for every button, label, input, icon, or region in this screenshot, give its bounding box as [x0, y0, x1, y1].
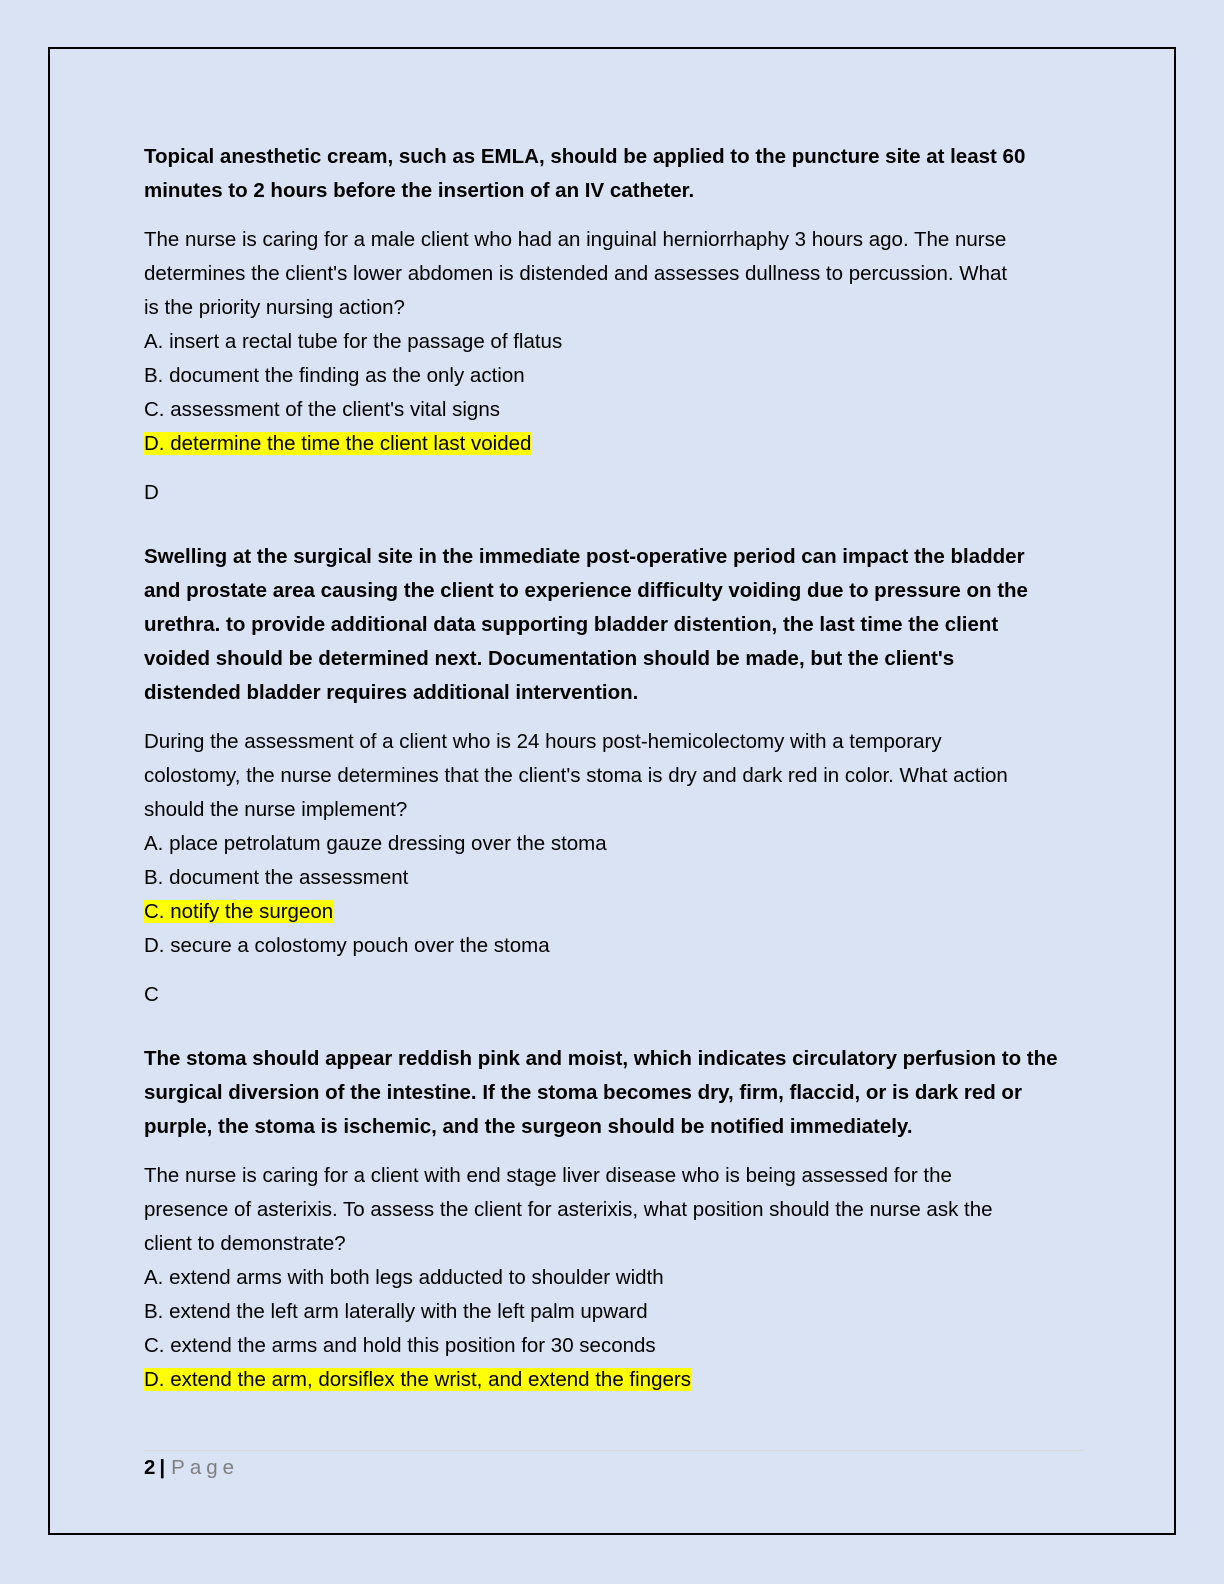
answer-option-correct: [144, 1363, 1084, 1397]
page-number: 2: [144, 1456, 156, 1479]
text-line: urethra. to provide additional data supporting bladder distention, the last time the client: [144, 613, 999, 636]
highlighted-option-text: D. determine the time the client last voided: [144, 432, 532, 455]
answer-option-correct: [144, 895, 1084, 929]
question-line: The nurse is caring for a client with end stage liver disease who is being assessed for the: [144, 1164, 952, 1187]
text-line: purple, the stoma is ischemic, and the surgeon should be notified immediately.: [144, 1115, 913, 1138]
document-body: [144, 140, 1084, 1397]
text-line: voided should be determined next. Documentation should be made, but the client's: [144, 647, 955, 670]
answer-letter: D: [144, 481, 159, 504]
option-text: A. extend arms with both legs adducted to shoulder width: [144, 1266, 664, 1289]
question-line: The nurse is caring for a male client who had an inguinal herniorrhaphy 3 hours ago. The nurse: [144, 228, 1007, 251]
option-text: A. insert a rectal tube for the passage of flatus: [144, 330, 563, 353]
rationale-paragraph: [144, 140, 1084, 208]
question-line: should the nurse implement?: [144, 798, 408, 821]
answer-option: [144, 861, 1084, 895]
text-line: distended bladder requires additional intervention.: [144, 681, 639, 704]
answer-option: [144, 827, 1084, 861]
option-text: A. place petrolatum gauze dressing over the stoma: [144, 832, 607, 855]
footer-separator: |: [159, 1456, 166, 1479]
text-line: The stoma should appear reddish pink and moist, which indicates circulatory perfusion to the: [144, 1047, 1058, 1070]
question-line: presence of asterixis. To assess the client for asterixis, what position should the nurse ask the: [144, 1198, 993, 1221]
question-line: is the priority nursing action?: [144, 296, 405, 319]
question-line: determines the client's lower abdomen is distended and assesses dullness to percussion. What: [144, 262, 1008, 285]
option-text: D. secure a colostomy pouch over the stoma: [144, 934, 550, 957]
answer-option: [144, 929, 1084, 963]
answer-option: [144, 1261, 1084, 1295]
question-block: [144, 725, 1084, 1012]
highlighted-option-text: C. notify the surgeon: [144, 900, 334, 923]
footer-divider: [144, 1450, 1084, 1451]
answer-option: [144, 1329, 1084, 1363]
option-text: B. extend the left arm laterally with the left palm upward: [144, 1300, 648, 1323]
answer-option: [144, 1295, 1084, 1329]
text-line: minutes to 2 hours before the insertion of an IV catheter.: [144, 179, 695, 202]
question-block: [144, 1159, 1084, 1397]
text-line: Topical anesthetic cream, such as EMLA, should be applied to the puncture site at least 60: [144, 145, 1026, 168]
question-line: During the assessment of a client who is 24 hours post-hemicolectomy with a temporary: [144, 730, 942, 753]
answer-letter: C: [144, 983, 159, 1006]
rationale-paragraph: [144, 1042, 1084, 1144]
answer-option: [144, 393, 1084, 427]
option-text: C. extend the arms and hold this position for 30 seconds: [144, 1334, 656, 1357]
question-line: client to demonstrate?: [144, 1232, 346, 1255]
rationale-paragraph: [144, 540, 1084, 710]
page-footer: [144, 1453, 239, 1483]
question-line: colostomy, the nurse determines that the client's stoma is dry and dark red in color. What action: [144, 764, 1008, 787]
answer-option-correct: [144, 427, 1084, 461]
option-text: B. document the assessment: [144, 866, 409, 889]
answer-option: [144, 359, 1084, 393]
page-label: Page: [171, 1456, 240, 1479]
option-text: C. assessment of the client's vital signs: [144, 398, 500, 421]
answer-option: [144, 325, 1084, 359]
text-line: surgical diversion of the intestine. If the stoma becomes dry, firm, flaccid, or is dark red or: [144, 1081, 1022, 1104]
text-line: and prostate area causing the client to experience difficulty voiding due to pressure on the: [144, 579, 1028, 602]
question-block: [144, 223, 1084, 510]
text-line: Swelling at the surgical site in the immediate post-operative period can impact the bladder: [144, 545, 1025, 568]
highlighted-option-text: D. extend the arm, dorsiflex the wrist, and extend the fingers: [144, 1368, 691, 1391]
option-text: B. document the finding as the only action: [144, 364, 525, 387]
